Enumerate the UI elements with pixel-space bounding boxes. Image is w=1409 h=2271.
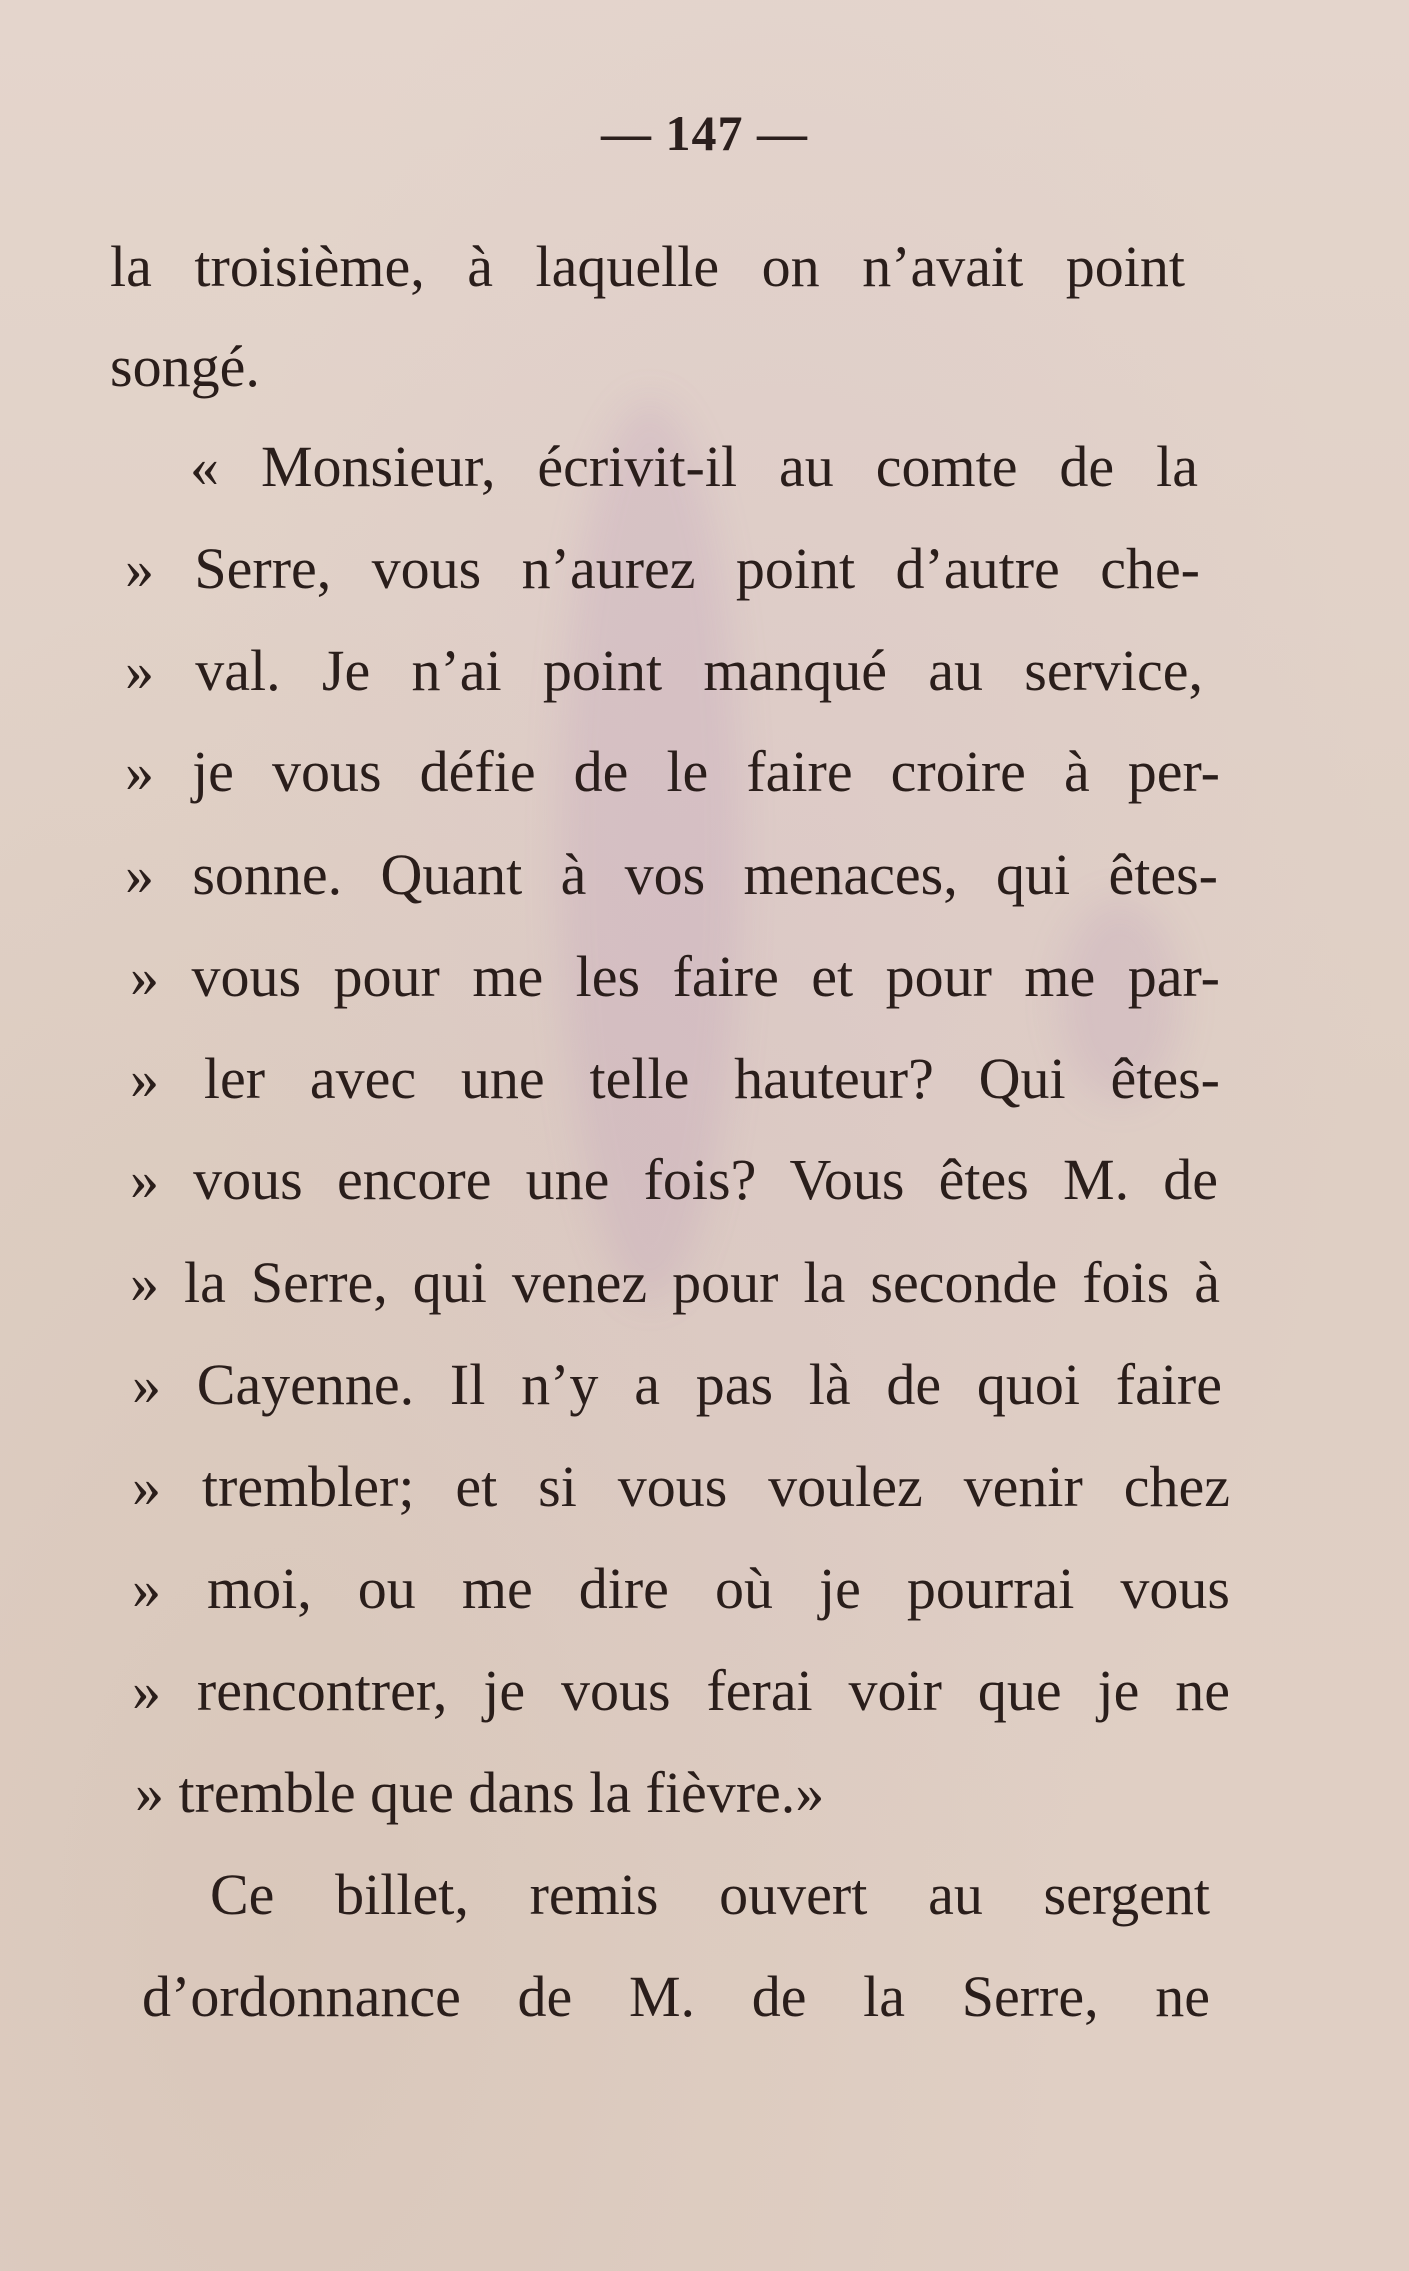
- text-line: » rencontrer, je vous ferai voir que je ne: [132, 1658, 1230, 1723]
- text-line: » vous encore une fois? Vous êtes M. de: [130, 1147, 1218, 1212]
- text-line: » la Serre, qui venez pour la seconde fois à: [130, 1250, 1220, 1315]
- text-line: » Serre, vous n’aurez point d’autre che-: [125, 536, 1200, 601]
- text-line: » val. Je n’ai point manqué au service,: [125, 638, 1203, 703]
- text-line: » sonne. Quant à vos menaces, qui êtes-: [125, 842, 1218, 907]
- text-line: » moi, ou me dire où je pourrai vous: [132, 1556, 1230, 1621]
- text-line: » tremble que dans la fièvre.»: [135, 1760, 825, 1825]
- text-line: » ler avec une telle hauteur? Qui êtes-: [130, 1046, 1220, 1111]
- text-line: » Cayenne. Il n’y a pas là de quoi faire: [132, 1352, 1222, 1417]
- page-number: — 147 —: [601, 105, 808, 161]
- text-line: songé.: [110, 334, 260, 399]
- text-line: la troisième, à laquelle on n’avait point: [110, 234, 1185, 299]
- text-line: Ce billet, remis ouvert au sergent: [210, 1862, 1210, 1927]
- text-line: » je vous défie de le faire croire à per-: [125, 739, 1220, 804]
- text-line: » trembler; et si vous voulez venir chez: [132, 1454, 1230, 1519]
- text-line: d’ordonnance de M. de la Serre, ne: [142, 1964, 1210, 2029]
- text-line: « Monsieur, écrivit-il au comte de la: [190, 434, 1198, 499]
- text-line: » vous pour me les faire et pour me par-: [130, 944, 1220, 1009]
